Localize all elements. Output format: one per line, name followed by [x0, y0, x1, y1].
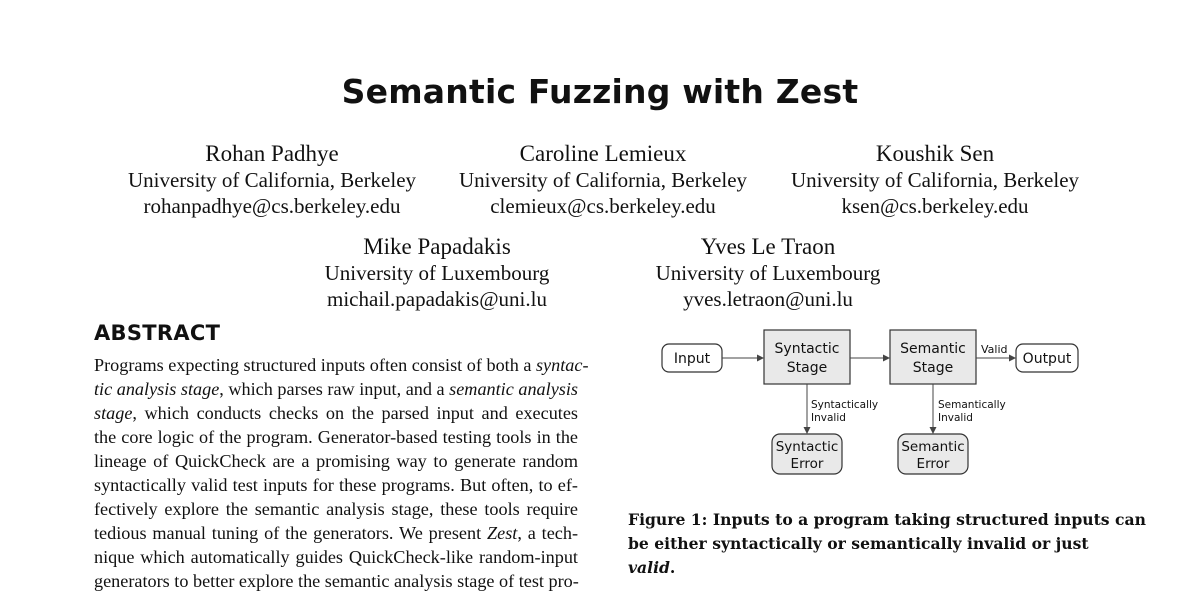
abstract-line: tic analysis stage, which parses raw input, and a semantic analysis — [94, 379, 578, 399]
author-block — [112, 141, 432, 219]
abstract-line: lineage of QuickCheck are a promising way to generate random — [94, 451, 578, 471]
abstract-line: generators to better explore the semantic analysis stage of test pro- — [94, 571, 579, 591]
edge-label-semantically-invalid-1: Semantically — [938, 399, 1006, 411]
author-email: ksen@cs.berkeley.edu — [841, 194, 1029, 218]
author-block — [608, 234, 928, 312]
author-affiliation: University of California, Berkeley — [458, 168, 748, 192]
figure-caption — [628, 508, 1146, 580]
abstract-line: stage, which conducts checks on the parsed input and executes — [94, 403, 578, 423]
author-affiliation: University of Luxembourg — [324, 261, 550, 285]
abstract-line: fectively explore the semantic analysis stage, these tools require — [94, 499, 578, 519]
abstract-line: the core logic of the program. Generator-based testing tools in the — [94, 427, 578, 447]
figure-caption-line1: Figure 1: Inputs to a program taking structured inputs can — [628, 510, 1146, 529]
author-name: Caroline Lemieux — [519, 141, 687, 166]
author-email: clemieux@cs.berkeley.edu — [490, 194, 716, 218]
author-block — [277, 234, 597, 312]
output-box — [1016, 344, 1078, 372]
syntactic-error-line1: Syntactic — [775, 439, 839, 455]
figure-caption-line2: be either syntactically or semantically invalid or just valid. — [628, 534, 1089, 577]
author-block — [775, 141, 1095, 219]
author-affiliation: University of California, Berkeley — [127, 168, 417, 192]
semantic-error-box — [898, 434, 968, 474]
abstract-line: syntactically valid test inputs for these programs. But often, to ef- — [94, 475, 578, 495]
semantic-stage-line2: Stage — [912, 360, 954, 376]
semantic-error-line1: Semantic — [901, 439, 965, 455]
figure-diagram — [650, 322, 1090, 482]
author-name: Rohan Padhye — [205, 141, 339, 166]
edge-label-syntactically-invalid-2: Invalid — [811, 412, 846, 424]
author-name: Koushik Sen — [875, 141, 995, 166]
author-block — [443, 141, 763, 219]
input-box — [662, 344, 722, 372]
author-email: michail.papadakis@uni.lu — [327, 287, 547, 311]
semantic-stage-box — [890, 330, 976, 384]
author-email: rohanpadhye@cs.berkeley.edu — [143, 194, 401, 218]
abstract-line: Programs expecting structured inputs often consist of both a syntac- — [94, 355, 589, 375]
semantic-stage-line1: Semantic — [900, 341, 966, 357]
author-email: yves.letraon@uni.lu — [683, 287, 853, 311]
syntactic-error-box — [772, 434, 842, 474]
edge-label-syntactically-invalid-1: Syntactically — [811, 399, 879, 411]
semantic-error-line2: Error — [916, 456, 950, 472]
author-affiliation: University of California, Berkeley — [790, 168, 1080, 192]
abstract-line: nique which automatically guides QuickCheck-like random-input — [94, 547, 578, 567]
abstract-heading: ABSTRACT — [94, 321, 221, 345]
author-name: Mike Papadakis — [363, 234, 511, 259]
output-box-label: Output — [1022, 351, 1072, 367]
input-box-label: Input — [673, 351, 711, 367]
syntactic-stage-box — [764, 330, 850, 384]
author-name: Yves Le Traon — [700, 234, 836, 259]
syntactic-stage-line1: Syntactic — [774, 341, 840, 357]
author-affiliation: University of Luxembourg — [655, 261, 881, 285]
abstract-line: tedious manual tuning of the generators. We present Zest, a tech- — [94, 523, 578, 543]
edge-label-valid: Valid — [981, 343, 1008, 356]
syntactic-stage-line2: Stage — [786, 360, 828, 376]
paper-title: Semantic Fuzzing with Zest — [341, 72, 859, 111]
edge-label-semantically-invalid-2: Invalid — [938, 412, 973, 424]
syntactic-error-line2: Error — [790, 456, 824, 472]
